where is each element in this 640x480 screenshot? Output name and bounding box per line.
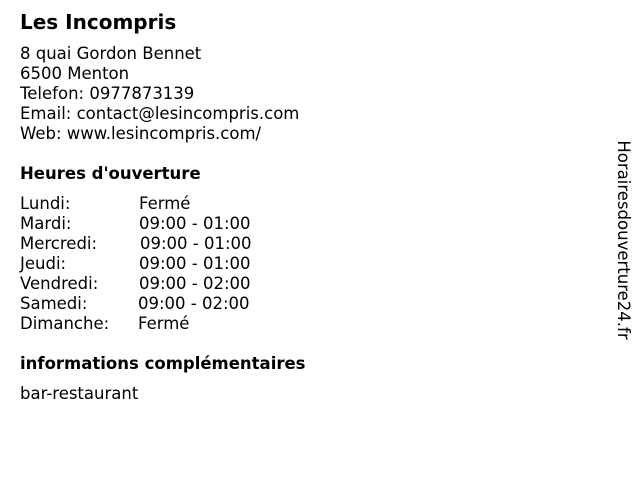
info-text: bar-restaurant: [20, 384, 139, 403]
hours-time-tuesday: 09:00 - 01:00: [139, 214, 251, 233]
hours-day-tuesday: Mardi:: [20, 214, 72, 233]
email-line: Email: contact@lesincompris.com: [20, 104, 300, 123]
info-heading: informations complémentaires: [20, 354, 306, 373]
address-line-2: 6500 Menton: [20, 64, 130, 83]
hours-time-friday: 09:00 - 02:00: [139, 274, 251, 293]
hours-day-wednesday: Mercredi:: [20, 234, 98, 253]
hours-time-wednesday: 09:00 - 01:00: [140, 234, 252, 253]
business-name: Les Incompris: [20, 10, 177, 34]
hours-day-friday: Vendredi:: [20, 274, 99, 293]
address-line-1: 8 quai Gordon Bennet: [20, 44, 202, 63]
hours-day-saturday: Samedi:: [20, 294, 88, 313]
hours-heading: Heures d'ouverture: [20, 164, 201, 183]
hours-time-sunday: Fermé: [138, 314, 190, 333]
web-line: Web: www.lesincompris.com/: [20, 124, 262, 143]
phone-line: Telefon: 0977873139: [20, 84, 195, 103]
hours-day-thursday: Jeudi:: [20, 254, 67, 273]
hours-day-sunday: Dimanche:: [20, 314, 110, 333]
site-watermark: Horairesdouverture24.fr: [614, 140, 633, 340]
hours-day-monday: Lundi:: [20, 194, 71, 213]
hours-time-thursday: 09:00 - 01:00: [139, 254, 251, 273]
hours-time-saturday: 09:00 - 02:00: [138, 294, 250, 313]
hours-time-monday: Fermé: [139, 194, 191, 213]
